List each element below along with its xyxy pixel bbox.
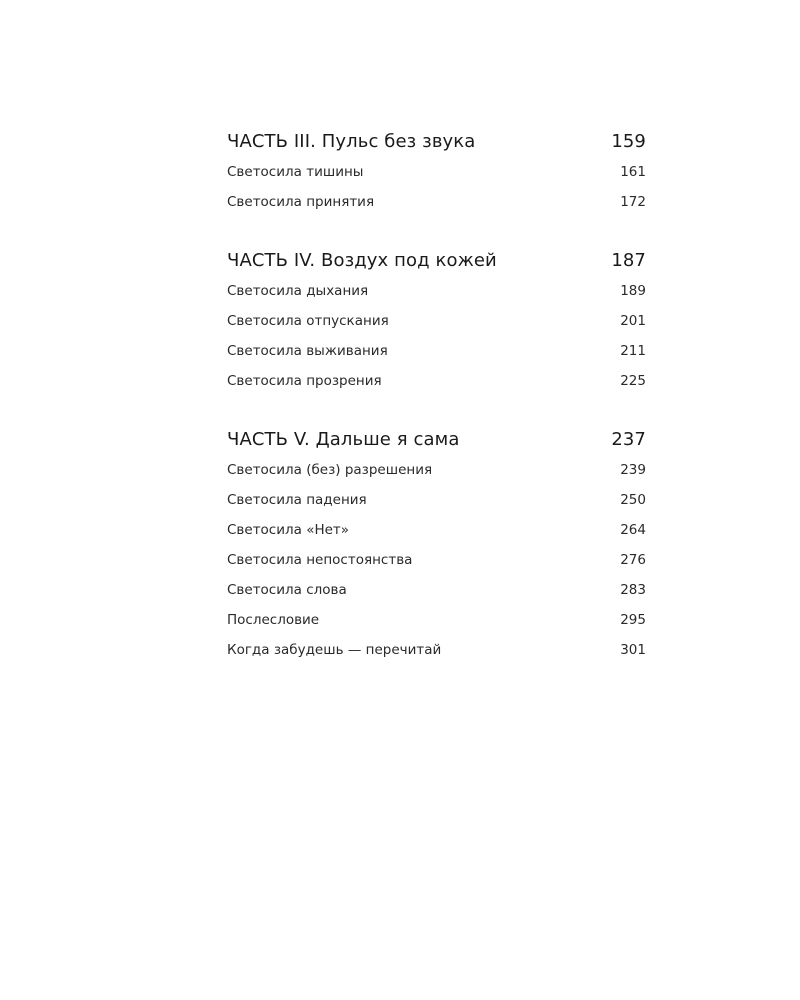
part-title: ЧАСТЬ IV. Воздух под кожей [227, 250, 497, 271]
entry-title: Светосила тишины [227, 164, 364, 180]
toc-part-3 [227, 126, 646, 217]
toc-part-4 [227, 245, 646, 396]
toc-entry[interactable] [227, 276, 646, 306]
toc-entry[interactable] [227, 306, 646, 336]
entry-title: Светосила принятия [227, 194, 375, 210]
entry-page-number: 225 [620, 373, 646, 389]
entry-title: Светосила отпускания [227, 313, 389, 329]
toc-part-5 [227, 424, 646, 665]
toc-entry[interactable] [227, 635, 646, 665]
toc-entry[interactable] [227, 605, 646, 635]
part-header[interactable] [227, 126, 646, 157]
toc-entry[interactable] [227, 455, 646, 485]
entry-page-number: 161 [620, 164, 646, 180]
toc-entry[interactable] [227, 366, 646, 396]
part-title: ЧАСТЬ V. Дальше я сама [227, 429, 460, 450]
entry-title: Светосила выживания [227, 343, 388, 359]
toc-entry[interactable] [227, 187, 646, 217]
entry-page-number: 301 [620, 642, 646, 658]
entry-page-number: 239 [620, 462, 646, 478]
part-page-number: 237 [611, 429, 646, 450]
toc-entry[interactable] [227, 336, 646, 366]
entry-title: Послесловие [227, 612, 320, 628]
entry-page-number: 264 [620, 522, 646, 538]
entry-title: Светосила дыхания [227, 283, 369, 299]
toc-entry[interactable] [227, 485, 646, 515]
entry-title: Светосила падения [227, 492, 367, 508]
table-of-contents [227, 126, 646, 665]
entry-page-number: 250 [620, 492, 646, 508]
part-page-number: 187 [611, 250, 646, 271]
entry-page-number: 295 [620, 612, 646, 628]
entry-title: Светосила прозрения [227, 373, 382, 389]
entry-title: Светосила непостоянства [227, 552, 413, 568]
toc-entry[interactable] [227, 157, 646, 187]
entry-page-number: 201 [620, 313, 646, 329]
entry-page-number: 189 [620, 283, 646, 299]
toc-entry[interactable] [227, 515, 646, 545]
entry-page-number: 283 [620, 582, 646, 598]
part-page-number: 159 [611, 131, 646, 152]
part-title: ЧАСТЬ III. Пульс без звука [227, 131, 476, 152]
part-header[interactable] [227, 424, 646, 455]
entry-title: Светосила (без) разрешения [227, 462, 433, 478]
entry-page-number: 172 [620, 194, 646, 210]
entry-title: Когда забудешь — перечитай [227, 642, 442, 658]
entry-page-number: 211 [620, 343, 646, 359]
toc-entry[interactable] [227, 545, 646, 575]
entry-page-number: 276 [620, 552, 646, 568]
entry-title: Светосила «Нет» [227, 522, 350, 538]
toc-entry[interactable] [227, 575, 646, 605]
entry-title: Светосила слова [227, 582, 347, 598]
part-header[interactable] [227, 245, 646, 276]
